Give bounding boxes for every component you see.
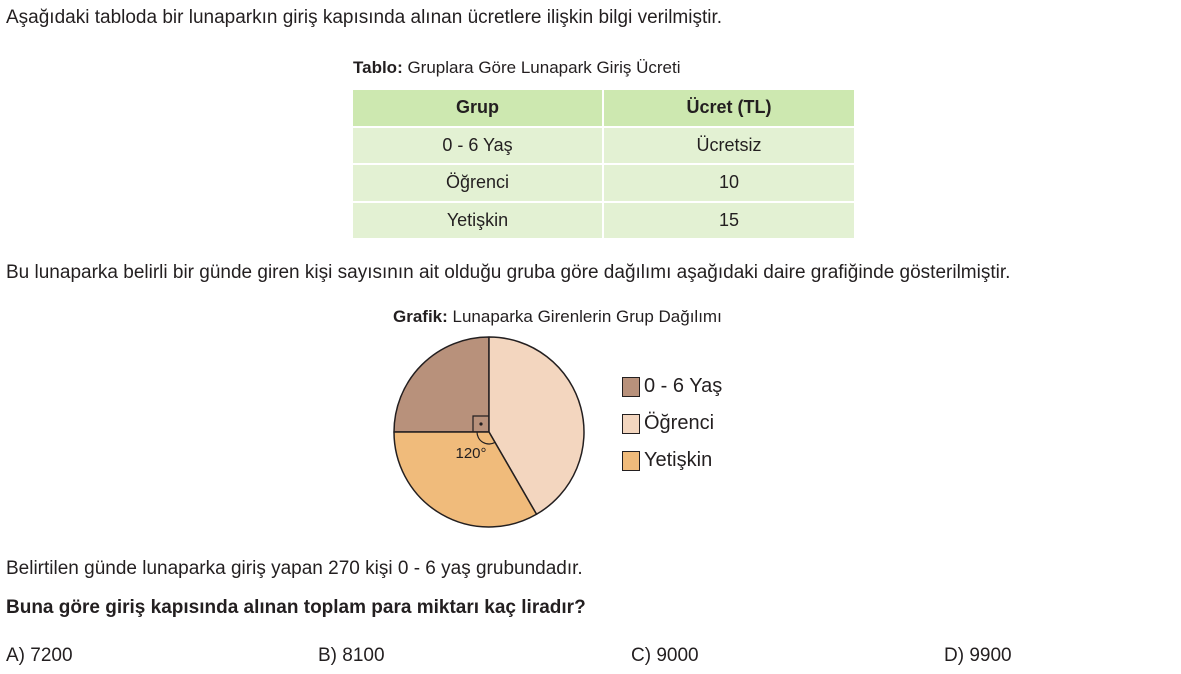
legend-swatch — [622, 414, 640, 434]
option-c[interactable]: C) 9000 — [631, 645, 699, 666]
table-row — [353, 202, 854, 240]
question-text: Buna göre giriş kapısında alınan toplam para miktarı kaç liradır? — [6, 597, 586, 618]
option-a[interactable]: A) 7200 — [6, 645, 73, 666]
chart-legend — [622, 368, 722, 479]
cell-fee: 10 — [603, 164, 854, 202]
legend-item-adult — [622, 442, 722, 479]
table-caption-text: Gruplara Göre Lunapark Giriş Ücreti — [402, 58, 681, 77]
option-b[interactable]: B) 8100 — [318, 645, 385, 666]
info-text: Belirtilen günde lunaparka giriş yapan 270 kişi 0 - 6 yaş grubundadır. — [6, 558, 583, 579]
chart-caption — [393, 307, 722, 327]
legend-swatch — [622, 451, 640, 471]
legend-item-student — [622, 405, 722, 442]
legend-label: 0 - 6 Yaş — [644, 375, 723, 397]
table-caption-label: Tablo: — [353, 58, 403, 77]
legend-item-under-6 — [622, 368, 722, 405]
chart-caption-label: Grafik: — [393, 307, 448, 326]
option-d[interactable]: D) 9900 — [944, 645, 1012, 666]
legend-swatch — [622, 377, 640, 397]
legend-label: Yetişkin — [644, 449, 713, 471]
chart-caption-text: Lunaparka Girenlerin Grup Dağılımı — [447, 307, 722, 326]
table-row — [353, 164, 854, 202]
table-row — [353, 127, 854, 165]
slice-under-6 — [394, 337, 489, 432]
angle-label: 120° — [455, 445, 487, 462]
cell-group: Yetişkin — [353, 202, 603, 240]
cell-fee: 15 — [603, 202, 854, 240]
table-caption — [353, 58, 681, 78]
pie-chart — [392, 335, 588, 531]
cell-fee: Ücretsiz — [603, 127, 854, 165]
cell-group: Öğrenci — [353, 164, 603, 202]
intro-text: Aşağıdaki tabloda bir lunaparkın giriş kapısında alınan ücretlere ilişkin bilgi verilmiştir. — [6, 7, 723, 28]
right-angle-dot — [479, 422, 482, 425]
legend-label: Öğrenci — [644, 412, 715, 434]
header-fee: Ücret (TL) — [603, 90, 854, 127]
chart-intro-text: Bu lunaparka belirli bir günde giren kişi sayısının ait olduğu gruba göre dağılımı aşağıdaki daire grafiğinde gösterilmiştir. — [6, 262, 1011, 283]
table-header-row — [353, 90, 854, 127]
cell-group: 0 - 6 Yaş — [353, 127, 603, 165]
header-group: Grup — [353, 90, 603, 127]
fee-table — [353, 90, 854, 240]
